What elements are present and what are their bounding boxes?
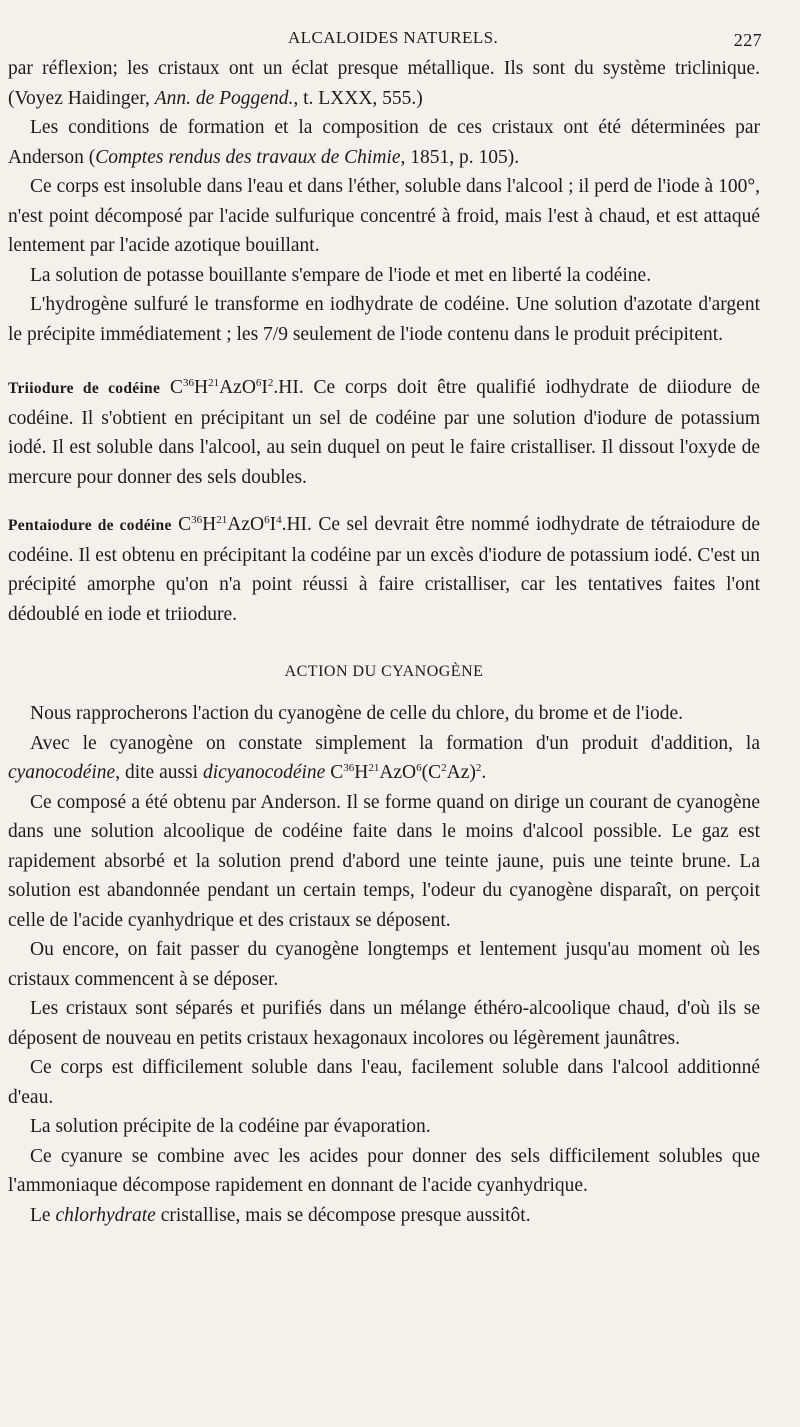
formula-pentaiodure: $C^{36}H^{21}AzO^6I^4$ — [178, 514, 282, 535]
formula-triiodure: $C^{36}H^{21}AzO^6I^2$ — [169, 377, 274, 398]
paragraph-pentaiodure: Pentaiodure de codéine $C^{36}H^{21}AzO^6I^4.HI$. Ce sel devrait être nommé iodhydrate de tétraiodure de codéine. Il est obtenu en précipitant la codéine par un excès d'iodure de potassium iodé. C'est un précipité amorphe qu'on n'a point réussi à faire cristalliser, car les tentatives faites l'ont dédoublé en iode et triiodure. — [8, 514, 761, 625]
reference-title: Comptes rendus des travaux de Chimie — [95, 146, 401, 168]
paragraph-triiodure: Triiodure de codéine $C^{36}H^{21}AzO^6I^2.HI$. Ce corps doit être qualifié iodhydrate de diiodure de codéine. Il s'obtient en précipitant un sel de codéine par une solution d'iodure de potassium iodé. Il est soluble dans l'alcool, au sein duquel on peut le faire cristalliser. Il dissout l'oxyde de mercure pour donner des sels doubles. — [8, 377, 761, 488]
paragraph-anderson: Les conditions de formation et la composition de ces cristaux ont été déterminées par Anderson (Comptes rendus des travaux de Chimie, 1851, p. 105). — [8, 117, 760, 168]
page-header — [8, 28, 760, 54]
section-title: ACTION DU CYANOGÈNE — [284, 663, 484, 680]
paragraph-evaporation: La solution précipite de la codéine par évaporation. — [30, 1116, 431, 1137]
running-title: ALCALOIDES NATURELS. — [288, 28, 499, 47]
paragraph-purification: Les cristaux sont séparés et purifiés dans un mélange éthéro-alcoolique chaud, d'où ils se déposent de nouveau en petits cristaux hexagonaux incolores ou légèrement jaunâtres. — [8, 998, 760, 1049]
paragraph-potash: La solution de potasse bouillante s'empare de l'iode et met en liberté la codéine. — [30, 264, 652, 286]
paragraph-crystals: par réflexion; les cristaux ont un éclat presque métallique. Ils sont du système triclinique. (Voyez Haidinger, Ann. de Poggend., t. LXXX, 555.) — [8, 58, 760, 109]
paragraph-cyanogen-intro: Nous rapprocherons l'action du cyanogène de celle du chlore, du brome et de l'iode. — [30, 703, 684, 724]
lemma-pentaiodure: Pentaiodure de codéine — [8, 517, 172, 534]
paragraph-hydrogen-sulfide: L'hydrogène sulfuré le transforme en iodhydrate de codéine. Une solution d'azotate d'argent le précipite immédiatement ; les 7/9 seulement de l'iode contenu dans le produit précipitent. — [8, 294, 760, 345]
paragraph-alternative: Ou encore, on fait passer du cyanogène longtemps et lentement jusqu'au moment où les cristaux commencent à se déposer. — [8, 939, 760, 990]
paragraph-preparation: Ce composé a été obtenu par Anderson. Il se forme quand on dirige un courant de cyanogène dans une solution alcoolique de codéine faite dans le moins d'alcool possible. Le gaz est rapidement absorbé et la solution prend d'abord une teinte jaune, puis une teinte brune. La solution est abandonnée pendant un certain temps, l'odeur du cyanogène disparaît, on perçoit celle de l'acide cyanhydrique et des cristaux se déposent. — [8, 791, 760, 931]
paragraph-cyanide-salts: Ce cyanure se combine avec les acides pour donner des sels difficilement solubles que l'ammoniaque décompose rapidement en donnant de l'acide cyanhydrique. — [8, 1145, 760, 1196]
term-cyanocodeine: cyanocodéine — [8, 762, 116, 783]
paragraph-solubility-water: Ce corps est difficilement soluble dans l'eau, facilement soluble dans l'alcool additionné d'eau. — [8, 1057, 760, 1108]
paragraph-solubility: Ce corps est insoluble dans l'eau et dans l'éther, soluble dans l'alcool ; il perd de l'iode à 100°, n'est point décomposé par l'acide sulfurique concentré à froid, mais l'est à chaud, et est attaqué lentement par l'acide azotique bouillant. — [8, 176, 760, 256]
paragraph-cyanocodeine: Avec le cyanogène on constate simplement la formation d'un produit d'addition, la cyanocodéine, dite aussi dicyanocodéine $C^{36}H^{21}AzO^6(C^2Az)^2$. — [8, 732, 760, 783]
formula-cyanocodeine: $C^{36}H^{21}AzO^6(C^2Az)^2$. — [330, 762, 487, 783]
lemma-triiodure: Triiodure de codéine — [8, 380, 161, 397]
page-number: 227 — [733, 30, 762, 50]
paragraph-chlorhydrate: Le chlorhydrate cristallise, mais se décompose presque aussitôt. — [30, 1204, 531, 1226]
term-chlorhydrate: chlorhydrate — [55, 1204, 156, 1226]
term-dicyanocodeine: dicyanocodéine — [202, 762, 326, 783]
reference-title: Ann. de Poggend. — [154, 87, 294, 109]
